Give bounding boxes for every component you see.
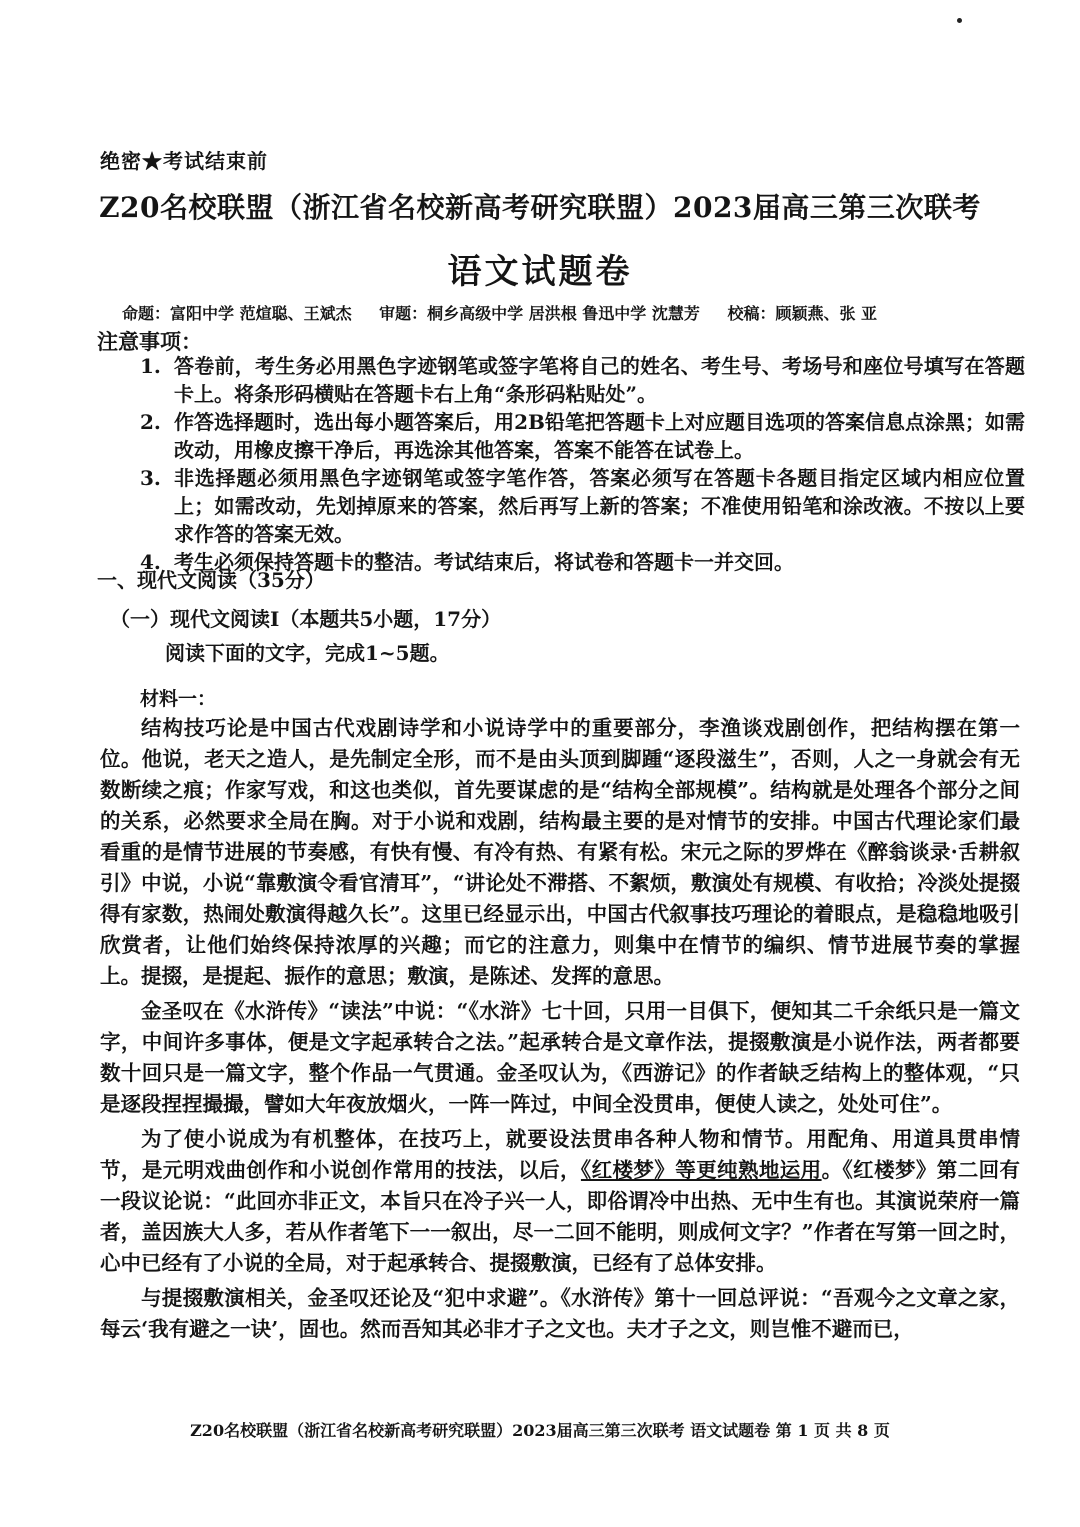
secret-mark: 绝密★考试结束前 xyxy=(100,149,268,173)
note-text: 考生必须保持答题卡的整洁。考试结束后，将试卷和答题卡一并交回。 xyxy=(174,550,794,574)
note-text: 非选择题必须用黑色字迹钢笔或签字笔作答，答案必须写在答题卡各题目指定区域内相应位置上；如需改动，先划掉原来的答案，然后再写上新的答案；不准使用铅笔和涂改液。不按以上要求作答的答案无效。 xyxy=(174,466,1025,546)
note-text: 作答选择题时，选出每小题答案后，用2B铅笔把答题卡上对应题目选项的答案信息点涂黑；如需改动，用橡皮擦干净后，再选涂其他答案，答案不能答在试卷上。 xyxy=(174,410,1025,462)
passage-paragraph xyxy=(100,1124,1020,1279)
material-label: 材料一： xyxy=(140,688,217,710)
paper-title: 语文试题卷 xyxy=(447,252,633,292)
passage-paragraph: 结构技巧论是中国古代戏剧诗学和小说诗学中的重要部分，李渔谈戏剧创作，把结构摆在第一位。他说，老天之造人，是先制定全形，而不是由头顶到脚踵“逐段滋生”，否则，人之一身就会有无数断续之痕；作家写戏，和这也类似，首先要谋虑的是“结构全部规模”。结构就是处理各个部分之间的关系，必然要求全局在胸。对于小说和戏剧，结构最主要的是对情节的安排。中国古代理论家们最看重的是情节进展的节奏感，有快有慢、有冷有热、有紧有松。宋元之际的罗烨在《醉翁谈录·舌耕叙引》中说，小说“靠敷演令看官清耳”，“讲论处不滞搭、不絮烦，敷演处有规模、有收拾；冷淡处提掇得有家数，热闹处敷演得越久长”。这里已经显示出，中国古代叙事技巧理论的着眼点，是稳稳地吸引欣赏者，让他们始终保持浓厚的兴趣；而它的注意力，则集中在情节的编织、情节进展节奏的掌握上。提掇，是提起、振作的意思；敷演，是陈述、发挥的意思。 xyxy=(100,716,1020,988)
reading-passage xyxy=(100,713,1020,1349)
paragraph-text: 。《红楼梦》第二回有一段议论说：“此回亦非正文，本旨只在冷子兴一人，即俗谓冷中出热、无中生有也。其演说荣府一篇者，盖因族大人多，若从作者笔下一一叙出，尽一二回不能明，则成何文字？”作者在写第一回之时，心中已经有了小说的全局，对于起承转合、提掇敷演，已经有了总体安排。 xyxy=(100,1158,1021,1275)
page-footer: Z20名校联盟（浙江省名校新高考研究联盟）2023届高三第三次联考 语文试题卷 第 1 页 共 8 页 xyxy=(190,1421,890,1440)
underlined-phrase: 《红楼梦》等更纯熟地运用 xyxy=(580,1158,822,1182)
proofreaders: 校稿：顾颖燕、张 亚 xyxy=(727,304,878,323)
notes-heading: 注意事项： xyxy=(97,329,202,354)
passage-paragraph: 与提掇敷演相关，金圣叹还论及“犯中求避”。《水浒传》第十一回总评说：“吾观今之文章之家，每云‘我有避之一诀’，固也。然而吾知其必非才子之文也。夫才子之文，则岂惟不避而已， xyxy=(100,1286,1020,1341)
note-number: 3. xyxy=(140,466,161,490)
note-item xyxy=(140,408,1025,464)
note-number: 1. xyxy=(140,354,161,378)
note-number: 2. xyxy=(140,410,161,434)
section-instruction: 阅读下面的文字，完成1~5题。 xyxy=(165,641,450,665)
reviewers: 审题：桐乡高级中学 居洪根 鲁迅中学 沈慧芳 xyxy=(379,304,700,323)
section-title: 一、现代文阅读（35分） xyxy=(97,568,325,592)
paragraph-text: 为了使小说成为有机整体，在技巧上，就要设法贯串各种人物和情节。用配角、用道具贯串情节，是元明戏曲创作和小说创作常用的技法，以后， xyxy=(100,1127,1020,1182)
note-number: 4. xyxy=(140,550,161,574)
note-text: 答卷前，考生务必用黑色字迹钢笔或签字笔将自己的姓名、考生号、考场号和座位号填写在答题卡上。将条形码横贴在答题卡右上角“条形码粘贴处”。 xyxy=(174,354,1025,406)
scan-speck xyxy=(957,18,962,23)
note-item xyxy=(140,464,1025,548)
proposers: 命题：富阳中学 范煊聪、王斌杰 xyxy=(122,304,352,323)
note-item xyxy=(140,352,1025,408)
exam-title: Z20名校联盟（浙江省名校新高考研究联盟）2023届高三第三次联考 xyxy=(99,191,981,224)
notes-list xyxy=(140,352,1025,576)
passage-paragraph: 金圣叹在《水浒传》“读法”中说：“《水浒》七十回，只用一目俱下，便知其二千余纸只是一篇文字，中间许多事体，便是文字起承转合之法。”起承转合是文章作法，提掇敷演是小说作法，两者都要数十回只是一篇文字，整个作品一气贯通。金圣叹认为，《西游记》的作者缺乏结构上的整体观，“只是逐段捏捏撮撮，譬如大年夜放烟火，一阵一阵过，中间全没贯串，便使人读之，处处可住”。 xyxy=(100,999,1020,1116)
section-subtitle: （一）现代文阅读Ⅰ（本题共5小题，17分） xyxy=(110,607,502,631)
credits-line xyxy=(122,301,899,324)
